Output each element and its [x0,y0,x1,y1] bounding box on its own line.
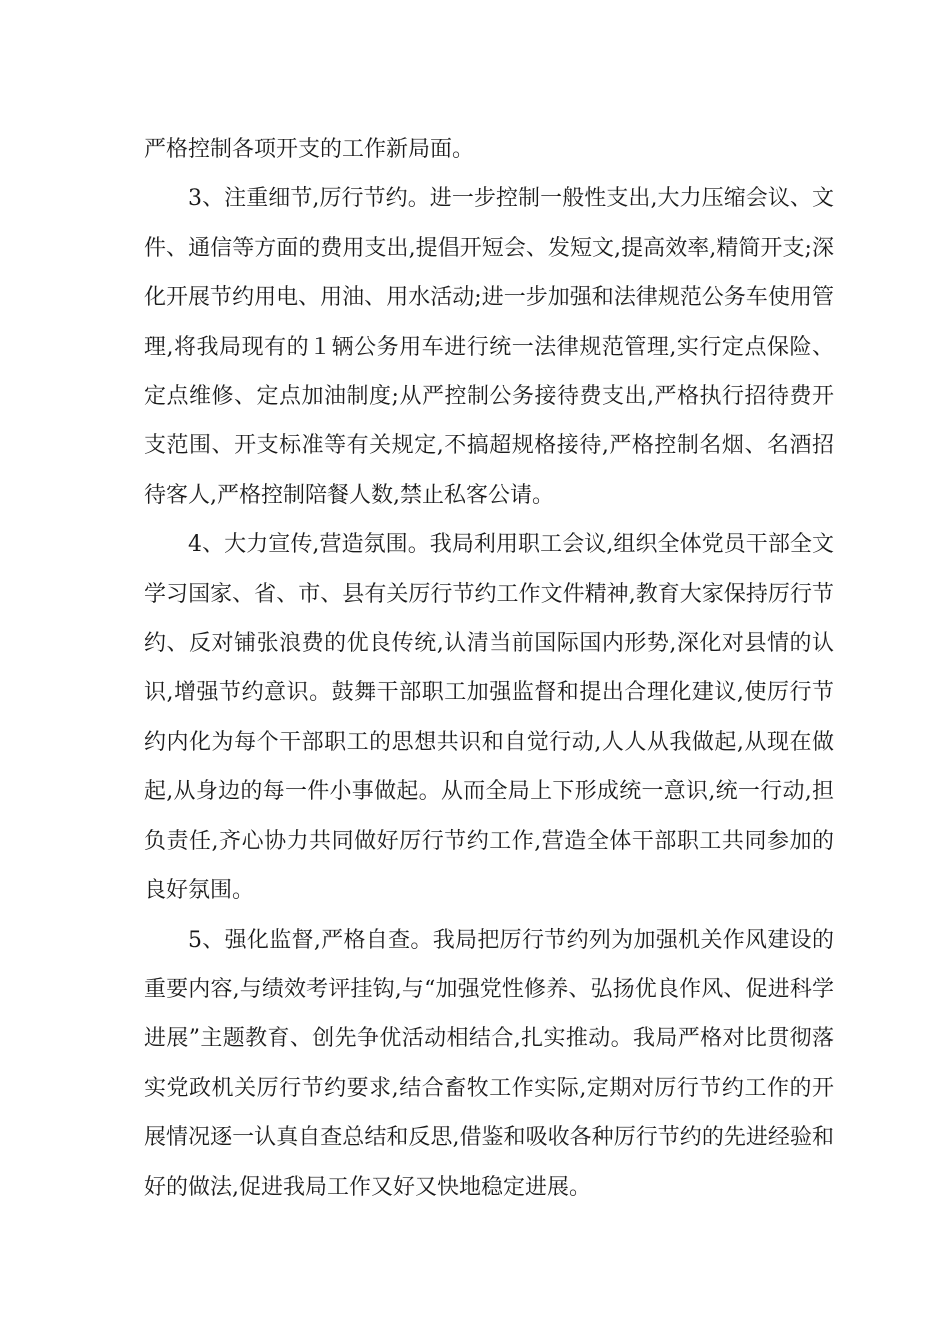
paragraph-item-4: 4、大力宣传,营造氛围。我局利用职工会议,组织全体党员干部全文学习国家、省、市、县有关厉行节约工作文件精神,教育大家保持厉行节约、反对铺张浪费的优良传统,认清当前国际国内形势,深化对县情的认识,增强节约意识。鼓舞干部职工加强监督和提出合理化建议,使厉行节约内化为每个干部职工的思想共识和自觉行动,人人从我做起,从现在做起,从身边的每一件小事做起。从而全局上下形成统一意识,统一行动,担负责任,齐心协力共同做好厉行节约工作,营造全体干部职工共同参加的良好氛围。 [144,532,834,904]
document-body [144,125,834,1212]
paragraph-item-5: 5、强化监督,严格自查。我局把厉行节约列为加强机关作风建设的重要内容,与绩效考评挂钩,与“加强党性修养、弘扬优良作风、促进科学进展”主题教育、创先争优活动相结合,扎实推动。我局严格对比贯彻落实党政机关厉行节约要求,结合畜牧工作实际,定期对厉行节约工作的开展情况逐一认真自查总结和反思,借鉴和吸收各种厉行节约的先进经验和好的做法,促进我局工作又好又快地稳定进展。 [144,927,834,1200]
paragraph-continuation: 严格控制各项开支的工作新局面。 [144,137,475,162]
paragraph-item-3: 3、注重细节,厉行节约。进一步控制一般性支出,大力压缩会议、文件、通信等方面的费用支出,提倡开短会、发短文,提高效率,精简开支;深化开展节约用电、用油、用水活动;进一步加强和法律规范公务车使用管理,将我局现有的１辆公务用车进行统一法律规范管理,实行定点保险、定点维修、定点加油制度;从严控制公务接待费支出,严格执行招待费开支范围、开支标准等有关规定,不搞超规格接待,严格控制名烟、名酒招待客人,严格控制陪餐人数,禁止私客公请。 [144,186,834,508]
